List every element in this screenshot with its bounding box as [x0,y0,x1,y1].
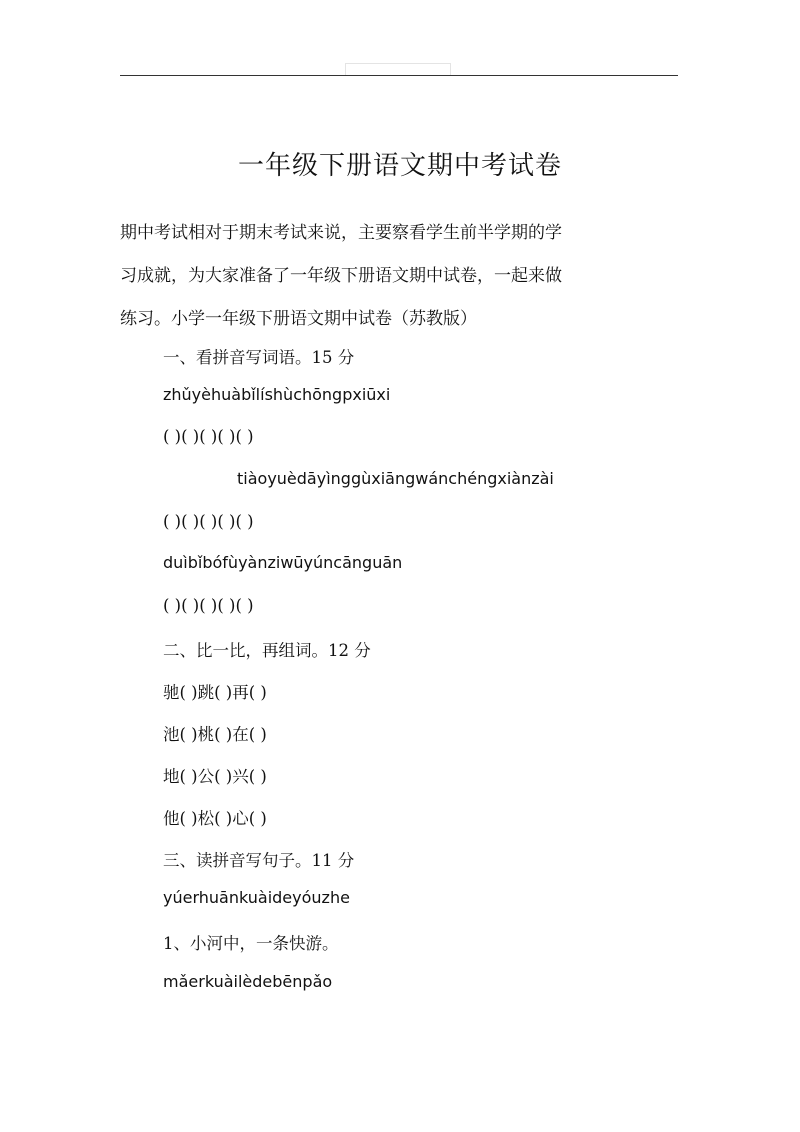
intro-line-3: 练习。小学一年级下册语文期中试卷（苏教版） [120,309,477,329]
section1-pinyin-2: tiàoyuèdāyìnggùxiāngwánchéngxiànzài [237,469,554,488]
section2-row: 他( )松( )心( ) [163,809,267,828]
section1-heading: 一、看拼音写词语。15 分 [163,348,355,367]
section2-row: 驰( )跳( )再( ) [163,683,267,702]
section1-blanks-1: ( )( )( )( )( ) [163,427,254,446]
header-rule [120,75,678,76]
section2-row: 池( )桃( )在( ) [163,725,267,744]
section3-pinyin-2: mǎerkuàilèdebēnpǎo [163,972,333,991]
section3-pinyin-1: yúerhuānkuàideyóuzhe [163,888,350,907]
section2-heading: 二、比一比，再组词。12 分 [163,641,371,660]
section1-blanks-2: ( )( )( )( )( ) [163,512,254,531]
page-title: 一年级下册语文期中考试卷 [237,151,562,181]
intro-line-2: 习成就，为大家准备了一年级下册语文期中试卷，一起来做 [120,266,562,286]
section3-sentence-1: 1、小河中，一条快游。 [163,934,339,953]
section3-heading: 三、读拼音写句子。11 分 [163,851,355,870]
section1-blanks-3: ( )( )( )( )( ) [163,596,254,615]
section2-row: 地( )公( )兴( ) [163,767,267,786]
section1-pinyin-3: duìbǐbófùyànziwūyúncānguān [163,553,403,572]
intro-line-1: 期中考试相对于期末考试来说，主要察看学生前半学期的学 [120,223,562,243]
section1-pinyin-1: zhǔyèhuàbǐlíshùchōngpxiūxi [163,385,391,404]
